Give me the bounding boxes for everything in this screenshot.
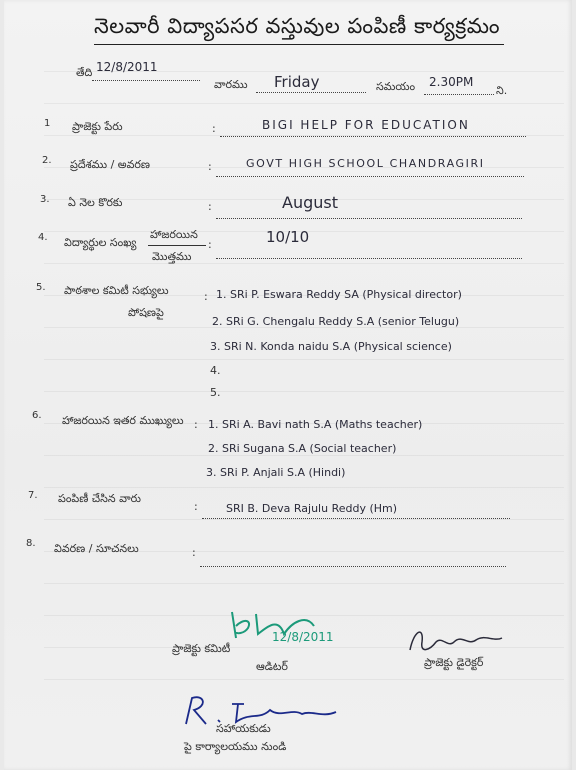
time-value: 2.30PM <box>429 75 474 89</box>
distributor-value: SRI B. Deva Rajulu Reddy (Hm) <box>226 502 398 515</box>
row-dots <box>202 518 510 519</box>
colon: : <box>204 290 208 303</box>
office-label: పై కార్యాలయము నుండి <box>184 740 287 753</box>
row-label: హాజరయిన ఇతర ముఖ్యులు <box>62 414 184 427</box>
colon: : <box>194 418 198 431</box>
attendee: 1. SRi A. Bavi nath S.A (Maths teacher) <box>208 418 423 431</box>
attendee: 3. SRi P. Anjali S.A (Hindi) <box>206 466 346 479</box>
row-number: 6. <box>32 410 42 421</box>
colon: : <box>212 122 216 135</box>
committee-label: ప్రాజెక్టు కమిటీ <box>172 642 231 655</box>
time-label: సమయం <box>376 80 416 93</box>
row-number: 2. <box>42 155 52 166</box>
row-label: పంపిణీ చేసిన వారు <box>58 492 141 505</box>
time-dots <box>424 94 494 95</box>
committee-signature-date: 12/8/2011 <box>272 630 334 644</box>
colon: : <box>194 500 198 513</box>
row-number: 4. <box>38 232 48 243</box>
row-dots <box>216 176 524 177</box>
row-label: విద్యార్థుల సంఖ్య <box>64 236 137 249</box>
day-value: Friday <box>274 73 320 91</box>
committee-member: 1. SRi P. Eswara Reddy SA (Physical director) <box>216 288 462 301</box>
row-label: పాఠశాల కమిటీ సభ్యులు <box>64 284 169 297</box>
colon: : <box>208 238 212 251</box>
present-label: హాజరయిన <box>150 228 198 241</box>
row-number: 5. <box>36 282 46 293</box>
row-dots <box>216 258 522 259</box>
row-number: 7. <box>28 490 38 501</box>
fraction-bar <box>148 245 206 246</box>
director-signature <box>402 620 512 660</box>
row-dots <box>220 136 526 137</box>
committee-member: 4. <box>210 364 221 377</box>
attendee: 2. SRi Sugana S.A (Social teacher) <box>208 442 397 455</box>
row-label: ప్రదేశము / అవరణ <box>70 158 151 171</box>
row-dots <box>200 566 506 567</box>
committee-member: 3. SRi N. Konda naidu S.A (Physical science) <box>210 340 452 353</box>
title-underline <box>94 44 504 45</box>
row-label: ఏ నెల కొరకు <box>68 196 123 209</box>
committee-member: 5. <box>210 386 221 399</box>
project-name-value: BIGI HELP FOR EDUCATION <box>262 118 470 132</box>
row-sublabel: పోషణపై <box>128 306 164 319</box>
date-dots <box>92 80 200 81</box>
row-label: వివరణ / సూచనలు <box>54 542 139 555</box>
row-number: 3. <box>40 194 50 205</box>
form-title: నెలవారీ విద్యాపసర వస్తువుల పంపిణీ కార్యక్రమం <box>94 14 501 38</box>
row-number: 8. <box>26 538 36 549</box>
row-dots <box>216 218 522 219</box>
office-sublabel: సహాయకుడు <box>216 722 271 735</box>
date-label: తేది <box>76 66 93 79</box>
row-number: 1 <box>44 118 51 129</box>
colon: : <box>208 200 212 213</box>
student-count-value: 10/10 <box>266 228 310 246</box>
day-label: వారము <box>214 78 248 91</box>
colon: : <box>208 160 212 173</box>
document-page <box>4 0 572 770</box>
total-label: మొత్తము <box>152 250 192 263</box>
show-through-grid <box>44 60 564 680</box>
committee-signature <box>222 604 342 654</box>
month-value: August <box>282 193 338 212</box>
day-dots <box>256 92 366 93</box>
committee-member: 2. SRi G. Chengalu Reddy S.A (senior Telugu) <box>212 315 460 328</box>
colon: : <box>192 546 196 559</box>
time-suffix: ని. <box>496 84 508 97</box>
row-label: ప్రాజెక్టు పేరు <box>72 120 123 133</box>
director-label: ప్రాజెక్టు డైరెక్టర్ <box>424 656 484 669</box>
location-value: GOVT HIGH SCHOOL CHANDRAGIRI <box>246 157 485 170</box>
date-value: 12/8/2011 <box>96 60 158 74</box>
committee-sublabel: ఆడిటర్ <box>256 660 288 673</box>
